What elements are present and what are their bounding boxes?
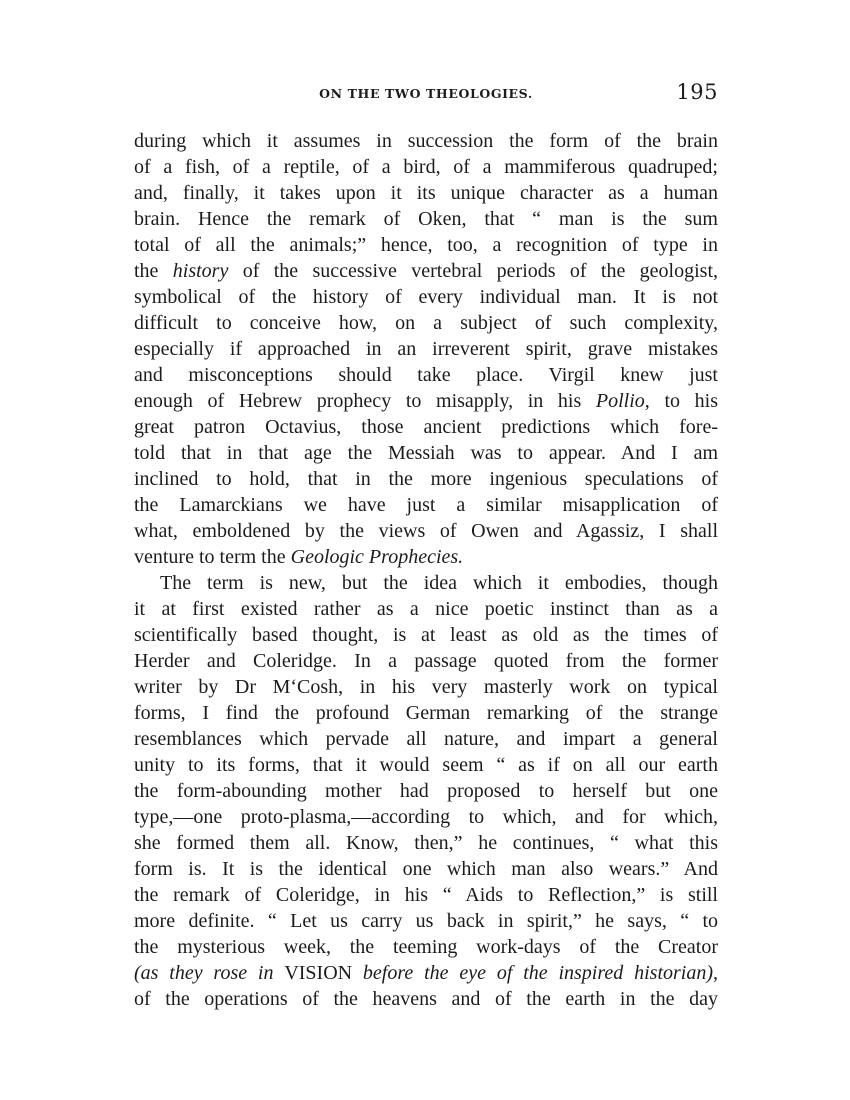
running-head <box>134 80 718 110</box>
paragraph-start-line: The term is new, but the idea which it embodies, though <box>160 572 718 594</box>
text-line <box>134 258 718 284</box>
text-line: unity to its forms, that it would seem “ as if on all our earth <box>134 754 718 776</box>
text-line: the remark of Coleridge, in his “ Aids to Reflection,” is still <box>134 884 718 906</box>
text-line: inclined to hold, that in the more ingenious speculations of <box>134 468 718 490</box>
text-line: more definite. “ Let us carry us back in spirit,” he says, “ to <box>134 910 718 932</box>
text-line: of a fish, of a reptile, of a bird, of a mammiferous quadruped; <box>134 156 718 178</box>
text-line: especially if approached in an irreverent spirit, grave mistakes <box>134 338 718 360</box>
text-line: the mysterious week, the teeming work-days of the Creator <box>134 936 718 958</box>
text-line: brain. Hence the remark of Oken, that “ man is the sum <box>134 208 718 230</box>
text-line: Herder and Coleridge. In a passage quoted from the former <box>134 650 718 672</box>
text-line: resemblances which pervade all nature, and impart a general <box>134 728 718 750</box>
text-line: forms, I find the profound German remarking of the strange <box>134 702 718 724</box>
text-line: writer by Dr M‘Cosh, in his very masterly work on typical <box>134 676 718 698</box>
text-segment: to his <box>649 390 718 412</box>
italic-word: Pollio, <box>595 390 650 412</box>
text-line: she formed them all. Know, then,” he continues, “ what this <box>134 832 718 854</box>
text-line: great patron Octavius, those ancient predictions which fore- <box>134 416 718 438</box>
text-line: told that in that age the Messiah was to appear. And I am <box>134 442 718 464</box>
text-line: and, finally, it takes upon it its unique character as a human <box>134 182 718 204</box>
text-line: what, emboldened by the views of Owen and Agassiz, I shall <box>134 520 718 542</box>
text-line: the Lamarckians we have just a similar misapplication of <box>134 494 718 516</box>
text-line <box>134 544 718 570</box>
italic-phrase: before the eye of the inspired historian), <box>352 962 719 984</box>
text-line: form is. It is the identical one which man also wears.” And <box>134 858 718 880</box>
text-line <box>134 388 718 414</box>
text-segment: venture to term the <box>134 546 291 568</box>
text-line: the form-abounding mother had proposed to herself but one <box>134 780 718 802</box>
page-number: 195 <box>676 80 718 104</box>
text-line: during which it assumes in succession the form of the brain <box>134 130 718 152</box>
text-line: of the operations of the heavens and of the earth in the day <box>134 988 718 1010</box>
italic-phrase: Geologic Prophecies. <box>290 546 464 568</box>
text-line: total of all the animals;” hence, too, a recognition of type in <box>134 234 718 256</box>
italic-phrase: (as they rose in <box>134 962 285 984</box>
italic-word: history <box>172 260 229 282</box>
text-line <box>134 960 718 986</box>
text-line: type,—one proto-plasma,—according to which, and for which, <box>134 806 718 828</box>
text-line: and misconceptions should take place. Virgil knew just <box>134 364 718 386</box>
small-caps-word: VISION <box>284 962 353 984</box>
text-line: it at first existed rather as a nice poetic instinct than as a <box>134 598 718 620</box>
text-line: scientifically based thought, is at least as old as the times of <box>134 624 718 646</box>
text-line: difficult to conceive how, on a subject of such complexity, <box>134 312 718 334</box>
body-text <box>134 128 718 1012</box>
text-segment: the <box>134 260 173 282</box>
text-line: symbolical of the history of every individual man. It is not <box>134 286 718 308</box>
text-segment: enough of Hebrew prophecy to misapply, in his <box>134 390 596 412</box>
running-title: ON THE TWO THEOLOGIES. <box>319 86 533 101</box>
text-segment: of the successive vertebral periods of the geologist, <box>228 260 718 282</box>
